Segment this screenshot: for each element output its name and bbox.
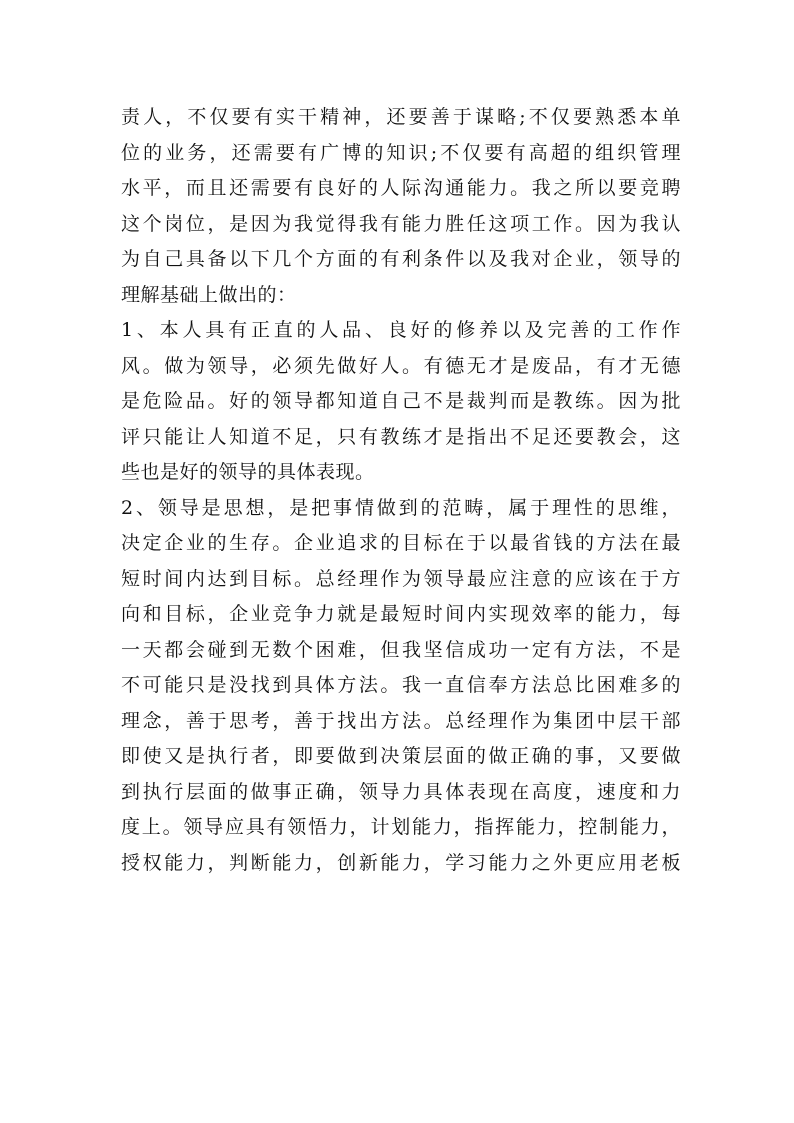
text-line: 短时间内达到目标。总经理作为领导最应注意的应该在于方 (121, 567, 681, 590)
text-line: 位的业务，还需要有广博的知识;不仅要有高超的组织管理 (121, 141, 681, 164)
text-line: 1、本人具有正直的人品、良好的修养以及完善的工作作 (121, 319, 681, 341)
text-line: 风。做为领导，必须先做好人。有德无才是废品，有才无德 (121, 354, 681, 377)
text-line: 水平，而且还需要有良好的人际沟通能力。我之所以要竞聘 (121, 177, 681, 199)
text-line: 不可能只是没找到具体方法。我一直信奉方法总比困难多的 (121, 674, 681, 696)
text-line: 为自己具备以下几个方面的有利条件以及我对企业，领导的 (121, 248, 681, 270)
text-line: 决定企业的生存。企业追求的目标在于以最省钱的方法在最 (121, 532, 681, 554)
text-line: 这个岗位，是因为我觉得我有能力胜任这项工作。因为我认 (121, 212, 681, 235)
text-line: 是危险品。好的领导都知道自己不是裁判而是教练。因为批 (121, 390, 681, 412)
text-line: 向和目标，企业竞争力就是最短时间内实现效率的能力，每 (121, 603, 681, 625)
text-line: 授权能力，判断能力，创新能力，学习能力之外更应用老板 (121, 851, 681, 874)
text-line: 一天都会碰到无数个困难，但我坚信成功一定有方法，不是 (121, 638, 681, 661)
text-line: 责人，不仅要有实干精神，还要善于谋略;不仅要熟悉本单 (121, 106, 681, 128)
body-text (121, 100, 681, 881)
text-line: 到执行层面的做事正确，领导力具体表现在高度，速度和力 (121, 780, 681, 803)
text-line: 理解基础上做出的： (121, 283, 297, 306)
text-line: 理念，善于思考，善于找出方法。总经理作为集团中层干部 (121, 709, 681, 732)
text-line: 评只能让人知道不足，只有教练才是指出不足还要教会，这 (121, 425, 681, 448)
text-line: 度上。领导应具有领悟力，计划能力，指挥能力，控制能力， (121, 816, 681, 838)
text-line: 即使又是执行者，即要做到决策层面的做正确的事，又要做 (121, 745, 681, 767)
text-line: 2、领导是思想，是把事情做到的范畴，属于理性的思维， (121, 496, 681, 519)
text-line: 些也是好的领导的具体表现。 (121, 461, 375, 483)
